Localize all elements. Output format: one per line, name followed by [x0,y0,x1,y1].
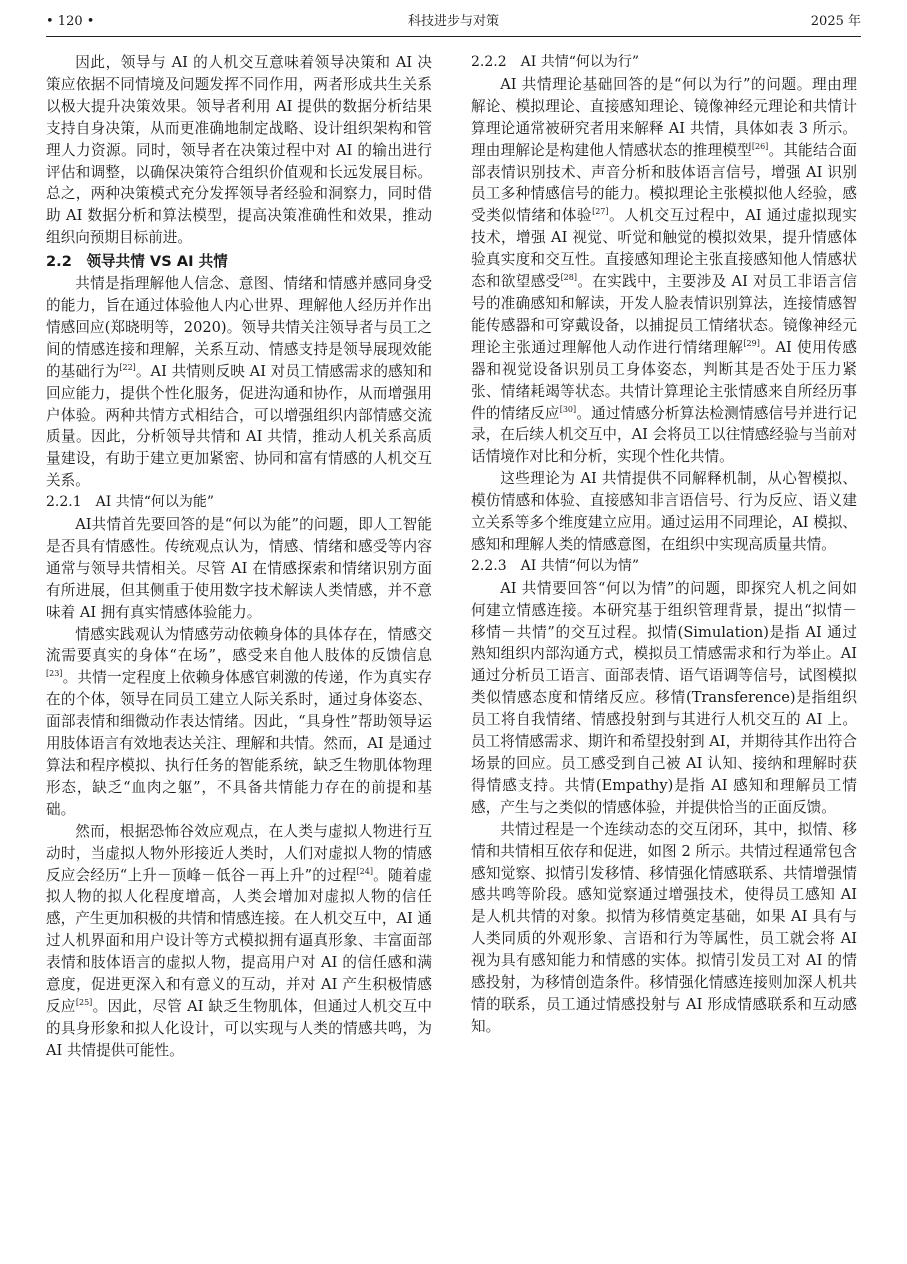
paragraph: 这些理论为 AI 共情提供不同解释机制，从心智模拟、模仿情感和体验、直接感知非言语信号、行为反应、语义建立关系等多个维度建立应用。通过运用不同理论，AI 模拟、感知和理解人类的情感意图，在组织中实现高质量共情。 [471,470,857,553]
section-heading-2-2: 2.2 领导共情 VS AI 共情 [46,253,228,271]
running-header [46,10,861,37]
publication-year: 2025 年 [810,14,861,29]
paragraph [471,74,857,468]
paragraph: AI共情首先要回答的是“何以为能”的问题，即人工智能是否具有情感性。传统观点认为，情感、情绪和感受等内容通常与领导共情相关。尽管 AI 在情感探索和情绪识别方面有所进展，但其侧重于使用数字技术解读人类情感，并不意味着 AI 拥有真实情感体验能力。 [46,516,432,621]
citation: [26] [751,141,769,151]
paragraph: 因此，领导与 AI 的人机交互意味着领导决策和 AI 决策应依据不同情境及问题发挥不同作用，两者形成共生关系以极大提升决策效果。领导者利用 AI 提供的数据分析结果支持自身决策，从而更准确地制定战略、设计组织架构和管理人力资源。同时，领导者在决策过程中对 AI 的输出进行评估和调整，以确保决策符合组织价值观和长远发展目标。总之，两种决策模式充分发挥领导者经验和洞察力，同时借助 AI 数据分析和算法模型，提高决策准确性和效果，推动组织向预期目标前进。 [46,54,432,247]
subsection-heading-2-2-3: 2.2.3 AI 共情“何以为情” [471,557,640,574]
citation: [25] [75,998,93,1008]
citation: [30] [559,404,577,414]
citation: [22] [119,362,136,372]
text: 。因此，尽管 AI 缺乏生物肌体，但通过人机交互中的具身形象和拟人化设计，可以实现与人类的情感共鸣，为 AI 共情提供可能性。 [46,997,432,1059]
page-number: • 120 • [46,14,95,29]
text: 然而，根据恐怖谷效应观点，在人类与虚拟人物进行互动时，当虚拟人物外形接近人类时，人们对虚拟人物的情感反应会经历“上升－顶峰－低谷－再上升”的过程 [46,822,432,884]
citation: [29] [743,338,760,348]
subsection-heading-2-2-1: 2.2.1 AI 共情“何以为能” [46,494,215,511]
text: 。AI 共情则反映 AI 对员工情感需求的感知和回应能力，提供个性化服务，促进沟通和协作，从而增强用户体验。两种共情方式相结合，可以增强组织内部情感交流质量。因此，分析领导共情和 AI 共情，推动人机关系高质量建设，有助于建立更加紧密、协同和富有情感的人机交互关系。 [46,362,432,490]
text: AI 共情理论基础回答的是“何以为行”的问题。理由理解论、模拟理论、直接感知理论、镜像神经元理论和共情计算理论通常被研究者用来解释 AI 共情，具体如表 3 所示。理由理解论是构建他人情感状态的推理模型 [471,75,857,159]
text: 。AI 使用传感器和视觉设备识别员工身体姿态，判断其是否处于压力紧张、情绪耗竭等状态。共情计算理论主张情感来自所经历事件的情绪反应 [471,338,857,422]
paragraph: AI 共情要回答“何以为情”的问题，即探究人机之间如何建立情感连接。本研究基于组织管理背景，提出“拟情－移情－共情”的交互过程。拟情(Simulation)是指 AI 通过熟知组织内部沟通方式，模拟员工情感需求和行为举止。AI 通过分析员工语言、面部表情、语气语调等信号，试图模拟类似情感态度和情绪反应。移情(Transference)是指组织员工将自我情绪、情感投射到与其进行人机交互的 AI 上。员工将情感需求、期许和希望投射到 AI，并期待其作出符合场景的回应。员工感受到自己被 AI 认知、接纳和理解时获得情感支持。共情(Empathy)是指 AI 感知和理解员工情感，产生与之类似的情感体验，并提供恰当的正面反馈。 [471,579,857,816]
subsection-heading-2-2-2: 2.2.2 AI 共情“何以为行” [471,54,640,70]
citation: [28] [560,273,577,283]
left-column [46,52,432,1062]
journal-title: 科技进步与对策 [407,14,499,29]
citation: [23] [46,669,63,679]
text: 。在实践中，主要涉及 AI 对员工非语言信号的准确感知和解读，开发人脸表情识别算法，连接情感智能传感器和可穿戴设备，以捕捉员工情绪状态。镜像神经元理论主张通过理解他人动作进行情绪理解 [471,273,857,356]
paragraph: 共情过程是一个连续动态的交互闭环，其中，拟情、移情和共情相互依存和促进，如图 2 所示。共情过程通常包含感知觉察、拟情引发移情、移情强化情感联系、共情增强情感共鸣等阶段。感知觉察通过增强技术，使得员工感知 AI 是人机共情的对象。拟情为移情奠定基础，如果 AI 具有与人类同质的外观形象、言语和行为等属性，员工就会将 AI 视为具有感知能力和情感的实体。拟情引发员工对 AI 的情感投射，为移情创造条件。移情强化情感连接则加深人机共情的联系，员工通过情感投射与 AI 形成情感联系和互动感知。 [471,820,857,1035]
paragraph [46,273,432,492]
right-column [471,52,857,1038]
text: 。共情一定程度上依赖身体感官刺激的传递，作为真实存在的个体，领导在同员工建立人际关系时，通过身体姿态、面部表情和细微动作表达情绪。因此，“具身性”帮助领导运用肢体语言有效地表达关注、理解和共情。然而，AI 是通过算法和程序模拟、执行任务的智能系统，缺乏生物肌体物理形态，缺乏“血肉之躯”，不具备共情能力存在的前提和基础。 [46,669,432,818]
text: 共情是指理解他人信念、意图、情绪和情感并感同身受的能力，旨在通过体验他人内心世界、理解他人经历并作出情感回应(郑晓明等，2020)。领导共情关注领导者与员工之间的情感连接和理解，关系互动、情感支持是领导展现效能的基础行为 [46,275,432,380]
paragraph [46,624,432,821]
text: 。随着虚拟人物的拟人化程度增高，人类会增加对虚拟人物的信任感，产生更加积极的共情和情感连接。在人机交互中，AI 通过人机界面和用户设计等方式模拟拥有逼真形象、丰富面部表情和肢体语言的虚拟人物，提高用户对 AI 的信任感和满意度，促进更深入和有意义的互动，并对 AI 产生积极情感反应 [46,866,432,1015]
text: 情感实践观认为情感劳动依赖身体的具体存在，情感交流需要真实的身体“在场”，感受来自他人肢体的反馈信息 [46,625,432,665]
text: 。通过情感分析算法检测情感信号并进行记录，在后续人机交互中，AI 会将员工以往情感经验与当前对话情境作对比和分析，实现个性化共情。 [471,404,857,466]
text: 。人机交互过程中，AI 通过虚拟现实技术，增强 AI 视觉、听觉和触觉的模拟效果，提升情感体验真实度和交互性。直接感知理论主张直接感知他人情感状态和欲望感受 [471,207,857,291]
citation: [24] [356,866,373,876]
paragraph [46,821,432,1062]
text: 。其能结合面部表情识别技术、声音分析和肢体语言信号，增强 AI 识别员工多种情感信号的能力。模拟理论主张模拟他人经验，感受类似情绪和体验 [471,141,857,225]
citation: [27] [592,207,609,217]
